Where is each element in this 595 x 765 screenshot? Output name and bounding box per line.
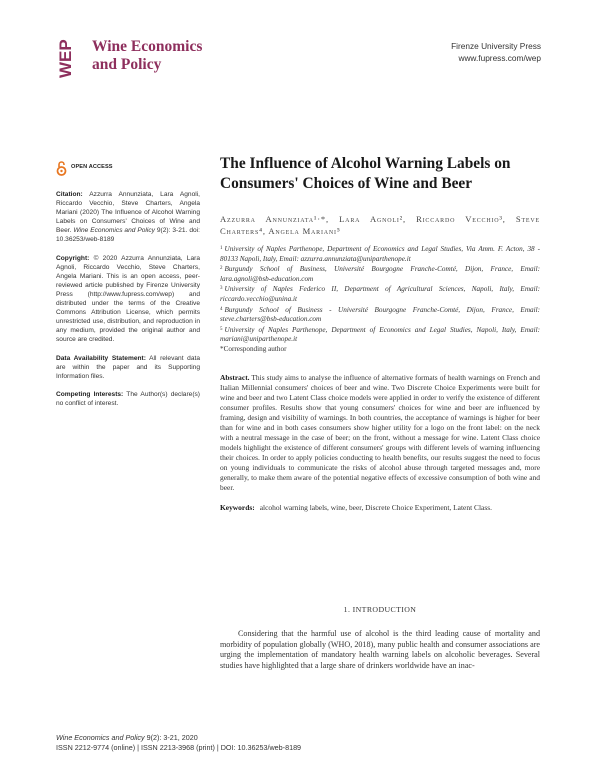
citation-journal: Wine Economics and Policy xyxy=(73,227,155,235)
affiliation-item: $^3$ University of Naples Federico II, Department of Agricultural Sciences, Napoli, Italy, Email: riccardo.vecchio@unina.it xyxy=(220,285,540,303)
data-availability-text: All relevant data are within the paper and its Supporting Information files. xyxy=(56,354,200,380)
keywords xyxy=(220,503,540,513)
affiliation-item: $^2$ Burgundy School of Business, Université Bourgogne Franche-Comté, Dijon, France, Email: lara.agnoli@bsb-education.com xyxy=(220,265,540,283)
publisher-url[interactable]: www.fupress.com/wep xyxy=(458,53,541,63)
open-access-label: OPEN ACCESS xyxy=(71,164,113,171)
footer-issn: ISSN 2212-9774 (online) | ISSN 2213-3968 (print) | DOI: 10.36253/web-8189 xyxy=(56,743,302,752)
affiliation-item: $^5$ University of Naples Parthenope, Department of Economics and Legal Studies, Napoli, Italy, Email: mariani@uniparthenope.it xyxy=(220,325,540,344)
svg-text:WEP: WEP xyxy=(56,39,75,78)
author-list: Azzurra Annunziata¹·*, Lara Agnoli², Riccardo Vecchio³, Steve Charters⁴, Angela Mariani⁵ xyxy=(220,214,540,236)
data-availability-block xyxy=(56,354,200,381)
citation-block xyxy=(56,190,200,245)
footer-citation xyxy=(56,733,301,743)
competing-interests-block xyxy=(56,390,200,408)
copyright-text: © 2020 Azzurra Annunziata, Lara Agnoli, Riccardo Vecchio, Steve Charters, Angela Mariani. This is an open access, peer-reviewed article published by Firenze University Press (http://www.fupress.com/wep) and distributed under the terms of the Creative Commons Attribution License, which permits unrestricted use, distribution, and reproduction in any medium, provided the original author and source are credited. xyxy=(56,254,200,344)
journal-name xyxy=(92,38,202,74)
affiliations xyxy=(220,244,540,355)
copyright-block xyxy=(56,254,200,345)
open-access-badge xyxy=(56,160,200,176)
citation-text: Azzurra Annunziata, Lara Agnoli, Riccardo Vecchio, Steve Charters, Angela Mariani (2020) The Influence of Alcohol Warning Labels on Consumers' Choices of Wine and Beer. xyxy=(56,191,201,235)
journal-name-line2: and Policy xyxy=(92,56,162,73)
page-footer xyxy=(56,733,301,753)
corresponding-author-note: *Corresponding author xyxy=(220,344,287,353)
introduction-paragraph: Considering that the harmful use of alcohol is the third leading cause of mortality and morbidity of population globally (WHO, 2018), many public health and consumer associations are urging the implementation of mandatory health warning labels on alcoholic beverages. Several studies have highlighted that a large share of drinkers worldwide have an inac- xyxy=(220,629,540,670)
open-access-lock-icon xyxy=(56,160,67,176)
competing-interests-label: Competing Interests: xyxy=(56,390,124,398)
citation-ref: 9(2): 3-21. doi: 10.36253/web-8189 xyxy=(56,227,200,244)
keywords-label: Keywords: xyxy=(220,502,255,512)
abstract-label: Abstract. xyxy=(220,372,250,382)
wep-logo-mark xyxy=(54,38,76,78)
publisher-name: Firenze University Press xyxy=(451,41,541,51)
section-heading-introduction: 1. INTRODUCTION xyxy=(343,605,417,614)
abstract xyxy=(220,373,540,493)
article-sidebar xyxy=(56,160,200,417)
abstract-text: This study aims to analyse the influence of alternative formats of health warnings on French and Italian Millennial consumers' choices of beer and wine. Two Discrete Choice Experiments were built for wine and beer and two Latent Class choice models were applied in order to verify the existence of different consumer profiles. Results show that young consumers' choices for wine and beer are influenced by framing, design and visibility of warnings. In both countries, the acceptance of warnings is higher for beer than for wine and in both cases consumers show higher utility for a logo on the front label: on the neck with a neutral message in the case of beer; on the front, without a message for wine. Latent Class choice models highlight the existence of different consumers' groups with different levels of warning influencing their choices. In order to apply policies conducting to health benefits, our results suggest the need to focus on young individuals to communicate the risks of alcohol abuse through targeted messages and, more generally, to make them aware of the potential negative effects of excessive consumption of both wine and beer. xyxy=(220,372,540,492)
affiliation-item: $^1$ University of Naples Parthenope, Department of Economics and Legal Studies, Via Amm. F. Acton, 38 - 80133 Napoli, Italy, Email: azzurra.annunziata@uniparthenope.it xyxy=(220,245,540,263)
journal-name-line1: Wine Economics xyxy=(92,38,203,55)
footer-issue: 9(2): 3-21, 2020 xyxy=(146,733,198,742)
article-main xyxy=(220,150,540,513)
competing-interests-text: The Author(s) declare(s) no conflict of interest. xyxy=(56,390,201,407)
footer-journal: Wine Economics and Policy xyxy=(56,733,145,742)
journal-logo xyxy=(54,38,224,78)
keywords-text: alcohol warning labels, wine, beer, Discrete Choice Experiment, Latent Class. xyxy=(259,502,492,512)
copyright-label: Copyright: xyxy=(56,254,90,262)
article-title: The Influence of Alcohol Warning Labels on Consumers' Choices of Wine and Beer xyxy=(220,155,511,192)
citation-label: Citation: xyxy=(56,191,83,198)
publisher-info xyxy=(451,40,541,64)
affiliation-item: $^4$ Burgundy School of Business - Université Bourgogne Franche-Comté, Dijon, France, Email: steve.charters@bsb-education.com xyxy=(220,305,540,324)
data-availability-label: Data Availability Statement: xyxy=(56,354,146,362)
